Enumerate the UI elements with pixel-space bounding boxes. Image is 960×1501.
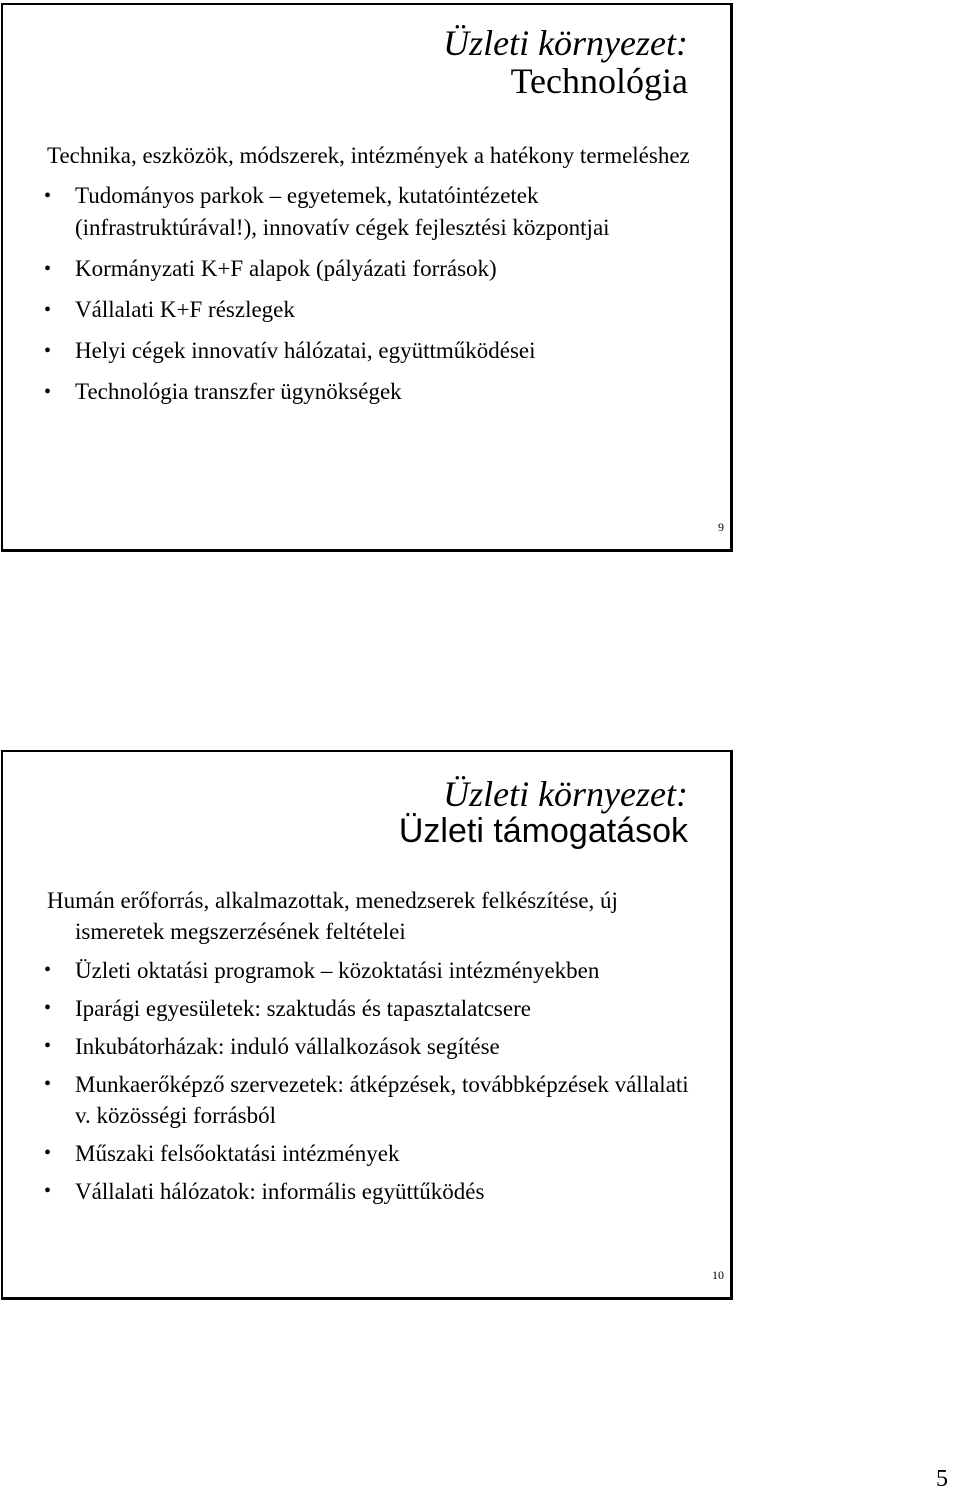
list-item-text: Kormányzati K+F alapok (pályázati források) [75,256,497,281]
list-item [3,253,710,285]
slide-technology [1,3,733,552]
bullet-icon: • [44,340,52,362]
list-item-text: Tudományos parkok – egyetemek, kutatóintézetek (infrastruktúrával!), innovatív cégek fejlesztési központjai [75,183,610,240]
bullet-list [3,180,710,408]
list-item [3,993,710,1024]
bullet-icon: • [44,1180,52,1202]
list-item-text: Iparági egyesületek: szaktudás és tapasztalatcsere [75,996,531,1021]
list-item [3,955,710,986]
bullet-list [3,955,710,1207]
bullet-icon: • [44,1073,52,1095]
list-item [3,1176,710,1207]
slide-body [3,140,710,417]
bullet-icon: • [44,185,52,207]
bullet-icon: • [44,1142,52,1164]
list-item-text: Üzleti oktatási programok – közoktatási intézményekben [75,958,600,983]
bullet-icon: • [44,1035,52,1057]
slide-body [3,885,710,1214]
list-item-text: Technológia transzfer ügynökségek [75,379,402,404]
list-item [3,180,710,244]
slide-page-number: 10 [712,1268,724,1282]
list-item [3,376,710,408]
bullet-icon: • [44,997,52,1019]
bullet-icon: • [44,381,52,403]
bullet-icon: • [44,299,52,321]
slide-page-number: 9 [718,520,724,534]
list-item [3,1069,710,1131]
list-item [3,1031,710,1062]
list-item-text: Vállalati hálózatok: informális együttűködés [75,1179,485,1204]
list-item-text: Vállalati K+F részlegek [75,297,295,322]
slide-title-line1: Üzleti környezet: [443,23,688,63]
bullet-icon: • [44,959,52,981]
slide-title [399,776,688,849]
list-item-text: Munkaerőképző szervezetek: átképzések, továbbképzések vállalati v. közösségi forrásból [75,1072,689,1128]
sheet-page-number: 5 [936,1466,948,1492]
list-item-text: Műszaki felsőoktatási intézmények [75,1141,400,1166]
bullet-icon: • [44,258,52,280]
list-item-text: Helyi cégek innovatív hálózatai, együttműködései [75,338,536,363]
slide-title [443,25,688,101]
lead-paragraph: Humán erőforrás, alkalmazottak, menedzserek felkészítése, új ismeretek megszerzésének feltételei [47,888,618,944]
list-item [3,294,710,326]
lead-paragraph: Technika, eszközök, módszerek, intézmények a hatékony termeléshez [47,143,690,168]
list-item-text: Inkubátorházak: induló vállalkozások segítése [75,1034,500,1059]
slide-title-line2: Technológia [510,60,688,101]
slide-title-line2: Üzleti támogatások [398,811,688,850]
slide-business-support [1,750,733,1300]
list-item [3,1138,710,1169]
slide-title-line1: Üzleti környezet: [443,774,688,814]
list-item [3,335,710,367]
